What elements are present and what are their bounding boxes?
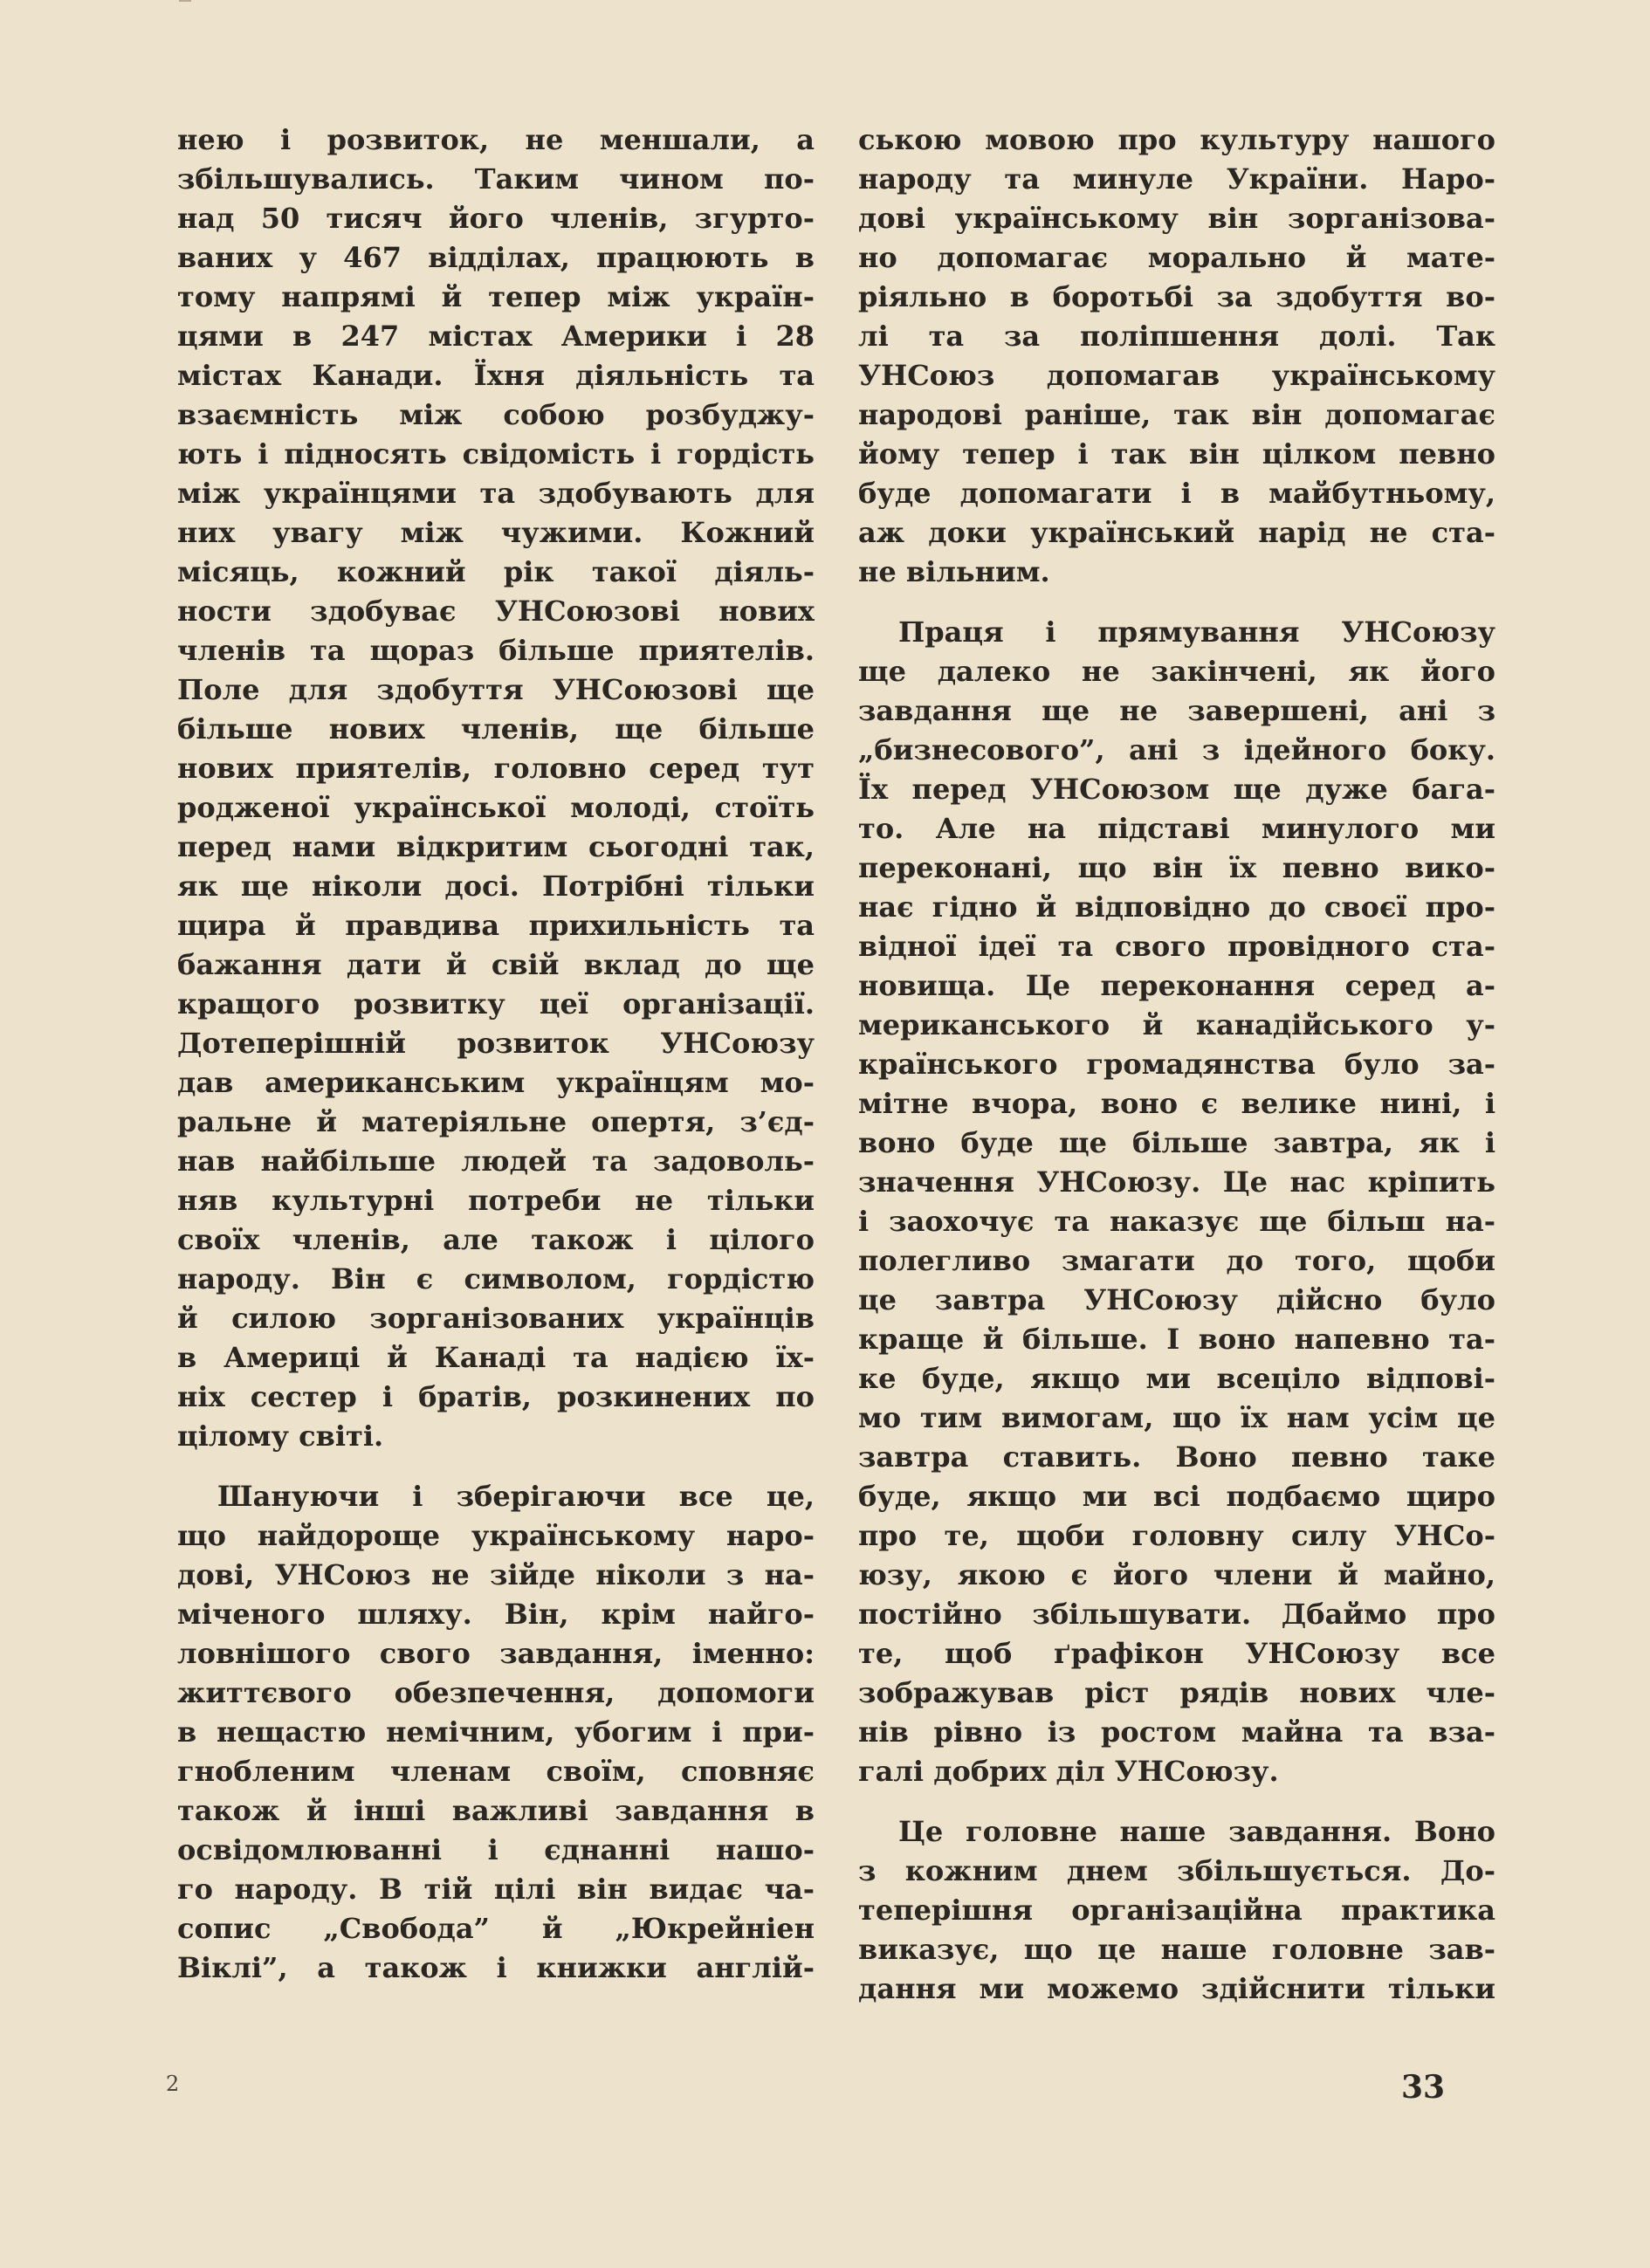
text-line: няв культурні потреби не тільки — [177, 1184, 815, 1217]
text-line: нів рівно із ростом майна та вза- — [858, 1715, 1495, 1749]
text-line: дання ми можемо здійснити тільки — [858, 1972, 1495, 2005]
text-line: більше нових членів, ще більше — [177, 712, 815, 746]
text-line: „бизнесового”, ані з ідейного боку. — [858, 733, 1495, 766]
text-line: освідомлюванні і єднанні нашо- — [177, 1833, 815, 1866]
text-line: з кожним днем збільшується. До- — [858, 1854, 1495, 1887]
text-line: Це головне наше завдання. Воно — [898, 1815, 1495, 1848]
text-line: життєвого обезпечення, допомоги — [177, 1676, 815, 1709]
text-line: нав найбільше людей та задоволь- — [177, 1144, 815, 1178]
text-line: ваних у 467 відділах, працюють в — [177, 241, 815, 274]
text-line: і заохочує та наказує ще більш на- — [858, 1205, 1495, 1238]
text-line: міченого шляху. Він, крім найго- — [177, 1598, 815, 1631]
text-line: гнобленим членам своїм, сповняє — [177, 1755, 815, 1788]
text-line: мериканського й канадійського у- — [858, 1008, 1495, 1041]
text-line: не вільним. — [858, 555, 1050, 588]
text-line: перед нами відкритим сьогодні так, — [177, 830, 815, 863]
text-line: значення УНСоюзу. Це нас кріпить — [858, 1165, 1495, 1199]
text-line: ською мовою про культуру нашого — [858, 123, 1495, 156]
text-line: дові, УНСоюз не зійде ніколи з на- — [177, 1558, 815, 1591]
text-line: що найдороще українському наро- — [177, 1519, 815, 1552]
text-line: народу та минуле України. Наро- — [858, 162, 1495, 196]
text-line: ще далеко не закінчені, як його — [858, 655, 1495, 688]
paragraph — [858, 613, 1495, 1791]
text-line: полегливо змагати до того, щоби — [858, 1244, 1495, 1277]
text-line: тому напрямі й тепер між україн- — [177, 280, 815, 313]
text-line: бажання дати й свій вклад до ще — [177, 948, 815, 981]
text-line: своїх членів, але також і цілого — [177, 1223, 815, 1256]
text-line: щира й правдива прихильність та — [177, 909, 815, 942]
text-line: завтра ставить. Воно певно таке — [858, 1440, 1495, 1474]
text-line: про те, щоби головну силу УНСо- — [858, 1519, 1495, 1552]
text-line: між українцями та здобувають для — [177, 477, 815, 510]
text-line: Віклі”, а також і книжки англій- — [177, 1951, 815, 1984]
text-line: також й інші важливі завдання в — [177, 1794, 815, 1827]
text-line: Дотеперішній розвиток УНСоюзу — [177, 1027, 815, 1060]
text-line: відної ідеї та свого провідного ста- — [858, 930, 1495, 963]
text-line: УНСоюз допомагав українському — [858, 359, 1495, 392]
paragraph-gap — [177, 1456, 815, 1477]
text-line: нових приятелів, головно серед тут — [177, 752, 815, 785]
text-line: дові українському він зорганізова- — [858, 202, 1495, 235]
text-line: місяць, кожний рік такої діяль- — [177, 555, 815, 588]
text-line: збільшувались. Таким чином по- — [177, 162, 815, 196]
text-line: над 50 тисяч його членів, згурто- — [177, 202, 815, 235]
text-line: народові раніше, так він допомагає — [858, 398, 1495, 431]
text-line: буде, якщо ми всі подбаємо щиро — [858, 1480, 1495, 1513]
text-line: завдання ще не завершені, ані з — [858, 694, 1495, 727]
text-line: в нещастю немічним, убогим і при- — [177, 1715, 815, 1749]
text-line: й силою зорганізованих українців — [177, 1302, 815, 1335]
text-line: родженої української молоді, стоїть — [177, 791, 815, 824]
text-line: аж доки український нарід не ста- — [858, 516, 1495, 549]
text-line: лі та за поліпшення долі. Так — [858, 320, 1495, 353]
paragraph — [177, 1477, 815, 1988]
text-line: переконані, що він їх певно вико- — [858, 851, 1495, 884]
text-line: дав американським українцям мо- — [177, 1066, 815, 1099]
text-line: виказує, що це наше головне зав- — [858, 1933, 1495, 1966]
text-line: ке буде, якщо ми всеціло відпові- — [858, 1362, 1495, 1395]
text-line: них увагу між чужими. Кожний — [177, 516, 815, 549]
paragraph-gap — [858, 1791, 1495, 1812]
text-line: воно буде ще більше завтра, як і — [858, 1126, 1495, 1159]
text-line: постійно збільшувати. Дбаймо про — [858, 1598, 1495, 1631]
text-line: Їх перед УНСоюзом ще дуже бага- — [858, 773, 1495, 806]
text-line: як ще ніколи досі. Потрібні тільки — [177, 869, 815, 903]
text-line: це завтра УНСоюзу дійсно було — [858, 1283, 1495, 1316]
text-line: го народу. В тій цілі він видає ча- — [177, 1873, 815, 1906]
text-line: взаємність між собою розбуджу- — [177, 398, 815, 431]
text-line: цями в 247 містах Америки і 28 — [177, 320, 815, 353]
text-line: народу. Він є символом, гордістю — [177, 1262, 815, 1296]
text-line: членів та щораз більше приятелів. — [177, 634, 815, 667]
text-line: сопис „Свобода” й „Юкрейніен — [177, 1912, 815, 1945]
text-line: нею і розвиток, не меншали, а — [177, 123, 815, 156]
text-line: нає гідно й відповідно до своєї про- — [858, 890, 1495, 924]
text-line: Шануючи і зберігаючи все це, — [217, 1480, 815, 1513]
text-line: ности здобуває УНСоюзові нових — [177, 594, 815, 628]
text-line: в Америці й Канаді та надією їх- — [177, 1341, 815, 1374]
text-line: но допомагає морально й мате- — [858, 241, 1495, 274]
text-line: краще й більше. І воно напевно та- — [858, 1323, 1495, 1356]
text-line: країнського громадянства було за- — [858, 1048, 1495, 1081]
text-line: зображував ріст рядів нових чле- — [858, 1676, 1495, 1709]
text-line: мітне вчора, воно є велике нині, і — [858, 1087, 1495, 1120]
right-text-column — [858, 120, 1495, 2009]
text-line: теперішня організаційна практика — [858, 1893, 1495, 1927]
text-line: ловнішого свого завдання, іменно: — [177, 1637, 815, 1670]
text-line: цілому світі. — [177, 1419, 384, 1453]
text-line: Поле для здобуття УНСоюзові ще — [177, 673, 815, 706]
paragraph — [858, 1812, 1495, 2009]
text-line: ють і підносять свідомість і гордість — [177, 437, 815, 471]
text-line: кращого розвитку цеї організації. — [177, 987, 815, 1021]
text-line: мо тим вимогам, що їх нам усім це — [858, 1401, 1495, 1434]
text-line: галі добрих діл УНСоюзу. — [858, 1755, 1279, 1788]
text-line: ріяльно в боротьбі за здобуття во- — [858, 280, 1495, 313]
text-line: ніх сестер і братів, розкинених по — [177, 1380, 815, 1413]
page-number: 33 — [1401, 2069, 1446, 2106]
text-line: юзу, якою є його члени й майно, — [858, 1558, 1495, 1591]
paragraph-gap — [858, 592, 1495, 613]
text-line: містах Канади. Їхня діяльність та — [177, 359, 815, 392]
printer-signature-mark: 2 — [166, 2072, 180, 2096]
text-line: йому тепер і так він цілком певно — [858, 437, 1495, 471]
left-text-column — [177, 120, 815, 1988]
text-line: буде допомагати і в майбутньому, — [858, 477, 1495, 510]
text-line: новища. Це переконання серед а- — [858, 969, 1495, 1002]
text-line: Праця і прямування УНСоюзу — [898, 615, 1495, 649]
paragraph — [177, 120, 815, 1456]
top-tick-mark — [179, 0, 191, 2]
paragraph — [858, 120, 1495, 592]
text-line: те, щоб ґрафікон УНСоюзу все — [858, 1637, 1495, 1670]
text-line: то. Але на підставі минулого ми — [858, 812, 1495, 845]
text-line: ральне й матеріяльне опертя, з’єд- — [177, 1105, 815, 1138]
